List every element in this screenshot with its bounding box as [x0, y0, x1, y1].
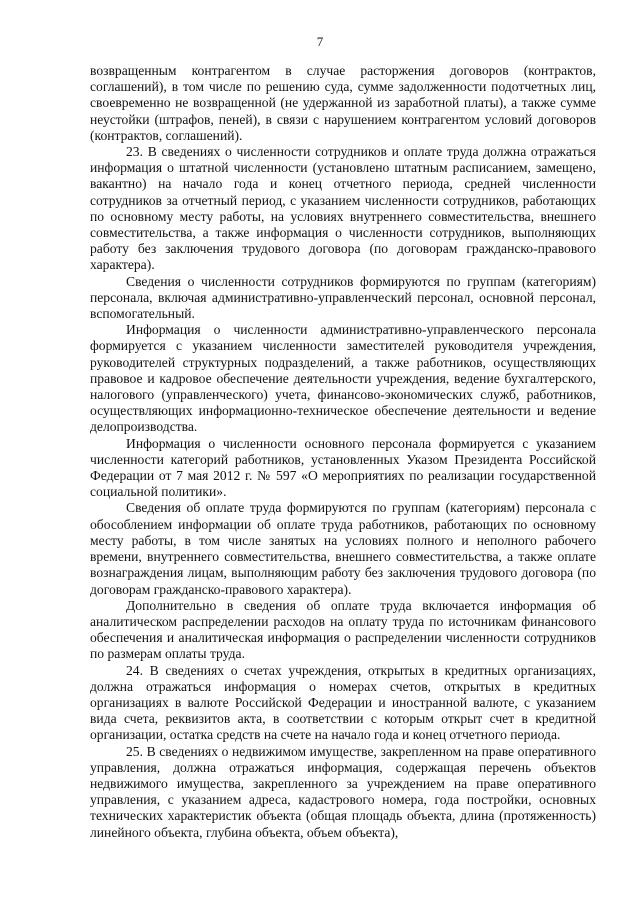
paragraph-continuation: возвращенным контрагентом в случае расторжения договоров (контрактов, соглашений), в том числе по решению суда, сумме задолженности подотчетных лиц, своевременно не возвращенной (не удержанной из заработной платы), а также сумме неустойки (штрафов, пеней), в связи с нарушением контрагентом условий договоров (контрактов, соглашений).	[90, 63, 596, 143]
paragraph-main-staff: Информация о численности основного персонала формируется с указанием численности категорий работников, установленных Указом Президента Российской Федерации от 7 мая 2012 г. № 597 «О мероприятиях по реализации государственной социальной политики».	[90, 435, 596, 500]
paragraph-payroll: Сведения об оплате труда формируются по группам (категориям) персонала с обособлением информации об оплате труда работников, работающих по основному месту работы, в том числе занятых на условиях полного и неполного рабочего времени, внутреннего совместительства, внешнего совместительства, а также оплате вознаграждения лицам, выполняющим работу без заключения трудового договора (по договорам гражданско-правового характера).	[90, 500, 596, 597]
paragraph-payroll-additional: Дополнительно в сведения об оплате труда включается информация об аналитическом распределении расходов на оплату труда по источникам финансового обеспечения и аналитическая информация о распределении численности сотрудников по размерам оплаты труда.	[90, 597, 596, 662]
document-body	[90, 63, 596, 841]
page-number: 7	[316, 34, 324, 49]
paragraph-staff-groups: Сведения о численности сотрудников формируются по группам (категориям) персонала, включая административно-управленческий персонал, основной персонал, вспомогательный.	[90, 273, 596, 322]
paragraph-item-25: 25. В сведениях о недвижимом имуществе, закрепленном на праве оперативного управления, должна отражаться информация, содержащая перечень объектов недвижимого имущества, закрепленного за учреждением на праве оперативного управления, с указанием адреса, кадастрового номера, года постройки, основных технических характеристик объекта (общая площадь объекта, длина (протяженность) линейного объекта, глубина объекта, объем объекта),	[90, 743, 596, 840]
paragraph-admin-staff: Информация о численности административно-управленческого персонала формируется с указанием численности заместителей руководителя учреждения, руководителей структурных подразделений, а также работников, осуществляющих правовое и кадровое обеспечение деятельности учреждения, ведение бухгалтерского, налогового (управленческого) учета, финансово-экономических служб, работников, осуществляющих информационно-техническое обеспечение деятельности и ведение делопроизводства.	[90, 322, 596, 435]
paragraph-item-24: 24. В сведениях о счетах учреждения, открытых в кредитных организациях, должна отражаться информация о номерах счетов, открытых в кредитных организациях в валюте Российской Федерации и иностранной валюте, с указанием вида счета, реквизитов акта, в соответствии с которым открыт счет в кредитной организации, остатка средств на счете на начало года и конец отчетного периода.	[90, 662, 596, 743]
paragraph-item-23: 23. В сведениях о численности сотрудников и оплате труда должна отражаться информация о штатной численности (установлено штатным расписанием, замещено, вакантно) на начало года и конец отчетного периода, средней численности сотрудников за отчетный период, с указанием численности сотрудников, работающих по основному месту работы, на условиях внутреннего совместительства, внешнего совместительства, а также информация о численности сотрудников, выполняющих работу без заключения трудового договора (по договорам гражданско-правового характера).	[90, 144, 596, 273]
